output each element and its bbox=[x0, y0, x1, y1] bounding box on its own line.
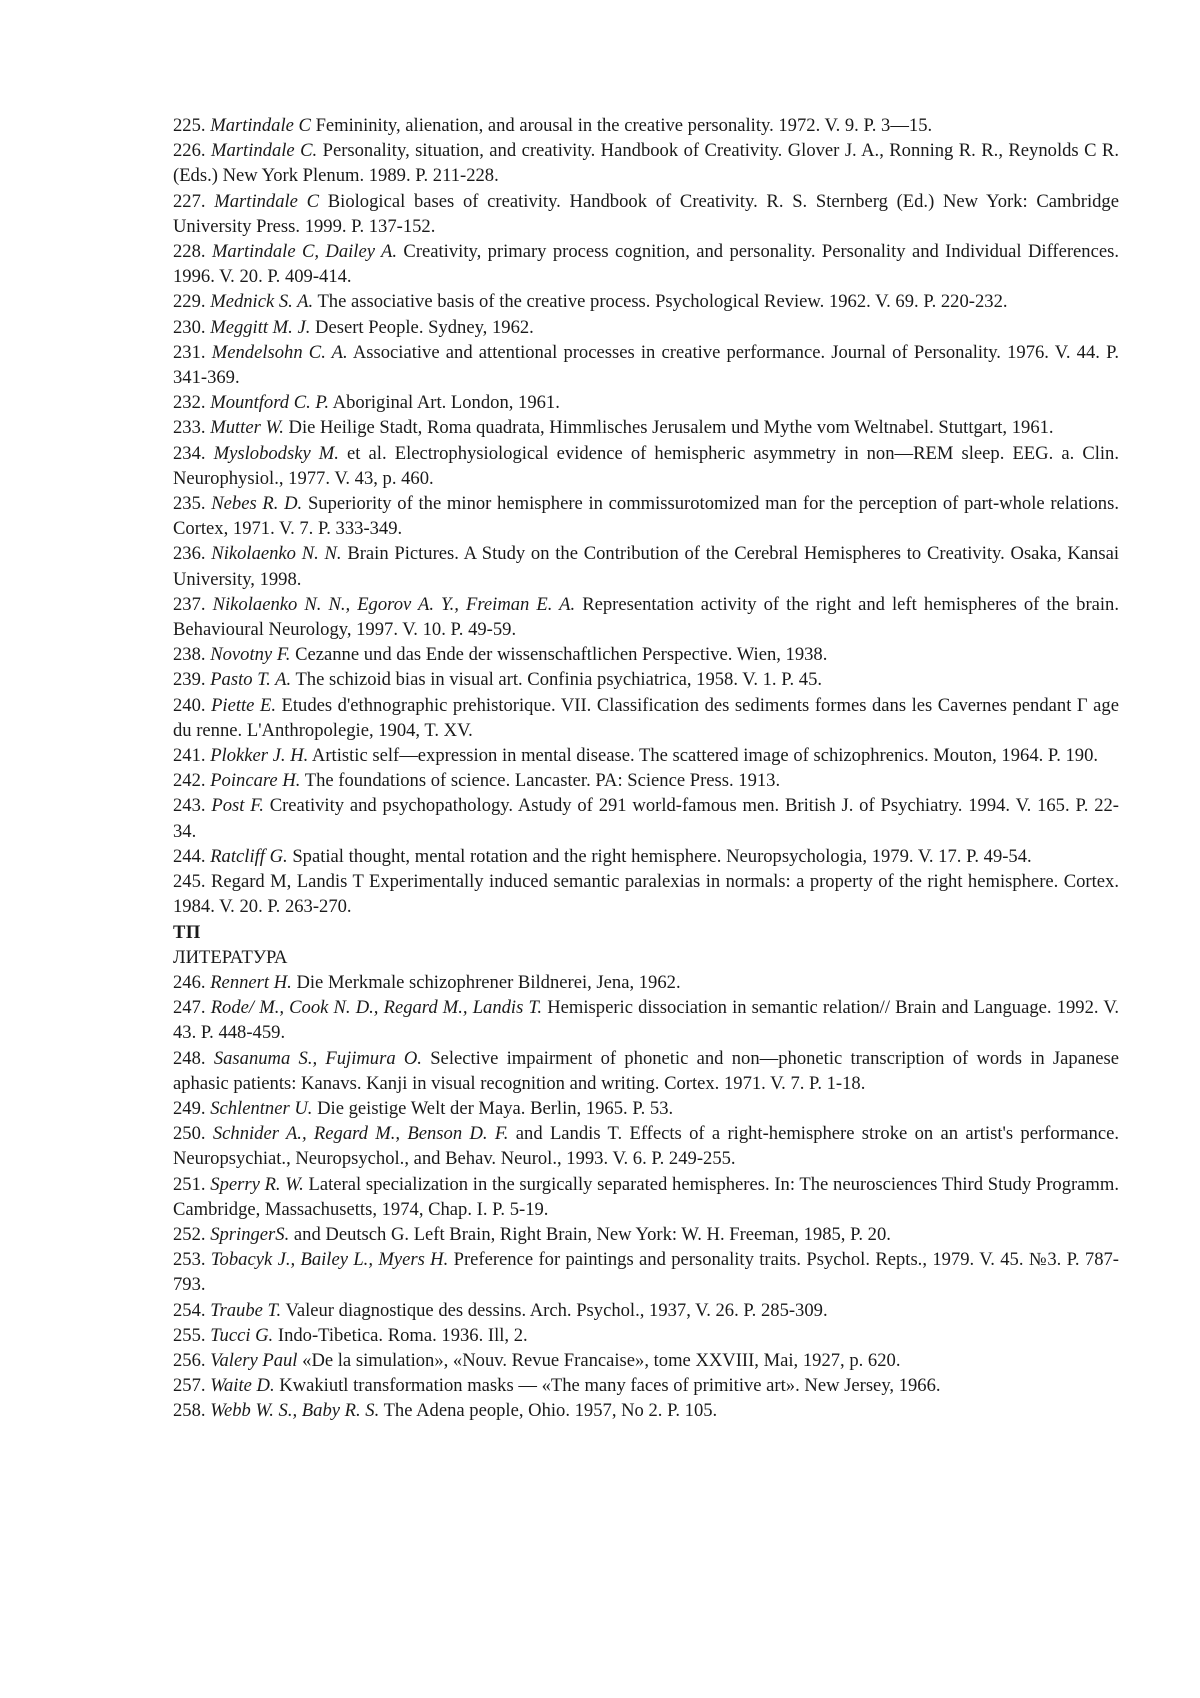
reference-text: Kwakiutl transformation masks — «The many faces of primitive art». New Jersey, 1966. bbox=[279, 1375, 941, 1397]
reference-entry bbox=[173, 1096, 1119, 1121]
reference-entry bbox=[173, 1398, 1119, 1423]
reference-entry bbox=[173, 667, 1119, 692]
reference-text: The foundations of science. Lancaster. PA: Science Press. 1913. bbox=[304, 770, 781, 792]
reference-entry bbox=[173, 138, 1119, 188]
reference-entry bbox=[173, 441, 1119, 491]
reference-authors: Post F. bbox=[211, 795, 264, 817]
reference-text: Superiority of the minor hemisphere in commissurotomized man for the perception of part-whole relations. Cortex, 1971. V. 7. P. 333-349. bbox=[173, 493, 1119, 540]
reference-authors: SpringerS. bbox=[210, 1223, 290, 1245]
reference-authors: Martindale C, Dailey A. bbox=[211, 241, 398, 263]
reference-text: Cezanne und das Ende der wissenschaftlichen Perspective. Wien, 1938. bbox=[295, 644, 828, 666]
reference-entry bbox=[173, 1323, 1119, 1348]
reference-text: Die Heilige Stadt, Roma quadrata, Himmlisches Jerusalem und Mythe vom Weltnabel. Stuttgart, 1961. bbox=[288, 417, 1054, 439]
reference-number: 236. bbox=[173, 543, 206, 565]
reference-number: 228. bbox=[173, 241, 206, 263]
reference-text: Artistic self—expression in mental disease. The scattered image of schizophrenics. Mouton, 1964. P. 190. bbox=[311, 745, 1099, 767]
reference-authors: Rennert H. bbox=[210, 971, 292, 993]
reference-authors: Traube T. bbox=[210, 1299, 282, 1321]
reference-entry bbox=[173, 340, 1119, 390]
reference-text: Aboriginal Art. London, 1961. bbox=[332, 392, 560, 414]
reference-authors: Mountford C. P. bbox=[210, 392, 330, 414]
reference-text: Personality, situation, and creativity. Handbook of Creativity. Glover J. A., Ronning R. R., Reynolds C R. (Eds.) New York Plenum. 1989. P. 211-228. bbox=[173, 140, 1119, 187]
reference-authors: Webb W. S., Baby R. S. bbox=[210, 1400, 380, 1422]
reference-authors: Tobacyk J., Bailey L., Myers H. bbox=[210, 1249, 449, 1271]
reference-number: 256. bbox=[173, 1349, 206, 1371]
reference-text: Indo-Tibetica. Roma. 1936. Ill, 2. bbox=[277, 1324, 528, 1346]
reference-number: 235. bbox=[173, 493, 206, 515]
reference-text: The schizoid bias in visual art. Confinia psychiatrica, 1958. V. 1. P. 45. bbox=[295, 669, 823, 691]
reference-text: «De la simulation», «Nouv. Revue Francaise», tome XXVIII, Mai, 1927, p. 620. bbox=[302, 1349, 901, 1371]
reference-authors: Valery Paul bbox=[210, 1349, 298, 1371]
reference-entry bbox=[173, 239, 1119, 289]
reference-entry bbox=[173, 793, 1119, 843]
reference-entry bbox=[173, 743, 1119, 768]
reference-number: 252. bbox=[173, 1223, 206, 1245]
reference-entry bbox=[173, 970, 1119, 995]
reference-entry bbox=[173, 315, 1119, 340]
reference-number: 258. bbox=[173, 1400, 206, 1422]
reference-text: Selective impairment of phonetic and non—phonetic transcription of words in Japanese aphasic patients: Kanavs. Kanji in visual recognition and writing. Cortex. 1971. V. 7. P. 1-18. bbox=[173, 1047, 1119, 1094]
reference-entry bbox=[173, 844, 1119, 869]
reference-text: Creativity and psychopathology. Astudy of 291 world-famous men. British J. of Psychiatry. 1994. V. 165. P. 22-34. bbox=[173, 795, 1119, 842]
reference-number: 250. bbox=[173, 1123, 206, 1145]
reference-authors: Tucci G. bbox=[210, 1324, 274, 1346]
reference-authors: Nikolaenko N. N. bbox=[211, 543, 342, 565]
reference-authors: Mendelsohn C. A. bbox=[211, 341, 348, 363]
reference-authors: Schnider A., Regard M., Benson D. F. bbox=[212, 1123, 509, 1145]
reference-entry bbox=[173, 1172, 1119, 1222]
reference-text: Lateral specialization in the surgically separated hemispheres. In: The neurosciences Third Study Programm. Cambridge, Massachusetts, 1974, Chap. I. P. 5-19. bbox=[173, 1173, 1120, 1220]
reference-authors: Rode/ M., Cook N. D., Regard M., Landis T. bbox=[210, 997, 543, 1019]
reference-authors: Waite D. bbox=[210, 1375, 275, 1397]
reference-entry bbox=[173, 415, 1119, 440]
reference-text: Representation activity of the right and left hemispheres of the brain. Behavioural Neurology, 1997. V. 10. P. 49-59. bbox=[173, 593, 1119, 641]
reference-authors: Meggitt M. J. bbox=[210, 316, 311, 338]
reference-authors: Martindale C. bbox=[211, 140, 318, 162]
reference-authors: Mutter W. bbox=[210, 417, 284, 439]
reference-entry bbox=[173, 113, 1119, 138]
reference-entry bbox=[173, 768, 1119, 793]
reference-number: 240. bbox=[173, 694, 206, 716]
reference-authors: Ratcliff G. bbox=[210, 845, 288, 867]
reference-entry bbox=[173, 1298, 1119, 1323]
reference-text: and Landis T. Effects of a right-hemisphere stroke on an artist's performance. Neuropsychiat., Neuropsychol., and Behav. Neurol., 1993. V. 6. P. 249-255. bbox=[173, 1123, 1120, 1170]
reference-authors: Nikolaenko N. N., Egorov A. Y., Freiman E. A. bbox=[212, 593, 576, 615]
reference-number: 234. bbox=[173, 442, 206, 464]
reference-authors: Schlentner U. bbox=[210, 1097, 313, 1119]
reference-number: 237. bbox=[173, 593, 206, 615]
reference-entry bbox=[173, 1222, 1119, 1247]
reference-authors: Martindale C bbox=[210, 115, 311, 136]
reference-text: Etudes d'ethnographic prehistorique. VII. Classification des sediments formes dans les Cavernes pendant Г age du renne. L'Anthropolegie, 1904, T. XV. bbox=[173, 694, 1119, 741]
reference-authors: Piette E. bbox=[211, 694, 276, 716]
reference-number: 246. bbox=[173, 971, 206, 993]
reference-number: 249. bbox=[173, 1097, 206, 1119]
reference-list-before bbox=[173, 113, 1119, 920]
bibliography-page bbox=[173, 113, 1119, 1424]
reference-number: 251. bbox=[173, 1173, 206, 1195]
reference-number: 257. bbox=[173, 1375, 206, 1397]
reference-entry bbox=[173, 1247, 1119, 1297]
reference-entry bbox=[173, 491, 1119, 541]
reference-text: Brain Pictures. A Study on the Contribution of the Cerebral Hemispheres to Creativity. Osaka, Kansai University, 1998. bbox=[173, 543, 1120, 590]
reference-text: Creativity, primary process cognition, and personality. Personality and Individual Differences. 1996. V. 20. P. 409-414. bbox=[173, 241, 1119, 288]
reference-entry bbox=[173, 390, 1119, 415]
reference-number: 242. bbox=[173, 770, 206, 792]
reference-text: Valeur diagnostique des dessins. Arch. Psychol., 1937, V. 26. P. 285-309. bbox=[285, 1299, 828, 1321]
reference-text: Desert People. Sydney, 1962. bbox=[315, 316, 534, 338]
reference-number: 254. bbox=[173, 1299, 206, 1321]
reference-text: et al. Electrophysiological evidence of hemispheric asymmetry in non—REM sleep. EEG. a. Clin. Neurophysiol., 1977. V. 43, p. 460. bbox=[173, 442, 1119, 489]
reference-number: 230. bbox=[173, 316, 206, 338]
reference-text: The associative basis of the creative process. Psychological Review. 1962. V. 69. P. 220-232. bbox=[317, 291, 1008, 313]
reference-text: The Adena people, Ohio. 1957, No 2. P. 105. bbox=[383, 1400, 718, 1422]
reference-text: Regard M, Landis T Experimentally induced semantic paralexias in normals: a property of the right hemisphere. Cortex. 1984. V. 20. P. 263-270. bbox=[173, 871, 1119, 918]
reference-number: 253. bbox=[173, 1249, 206, 1271]
reference-authors: Plokker J. H. bbox=[210, 745, 309, 767]
reference-number: 233. bbox=[173, 417, 206, 439]
reference-entry bbox=[173, 995, 1119, 1045]
reference-entry bbox=[173, 1348, 1119, 1373]
reference-text: Hemisperic dissociation in semantic relation// Brain and Language. 1992. V. 43. P. 448-459. bbox=[173, 997, 1120, 1044]
reference-entry bbox=[173, 869, 1119, 919]
reference-number: 255. bbox=[173, 1324, 206, 1346]
reference-number: 226. bbox=[173, 140, 206, 162]
reference-number: 239. bbox=[173, 669, 206, 691]
reference-entry bbox=[173, 1046, 1119, 1096]
reference-number: 247. bbox=[173, 997, 206, 1019]
reference-text: Associative and attentional processes in creative performance. Journal of Personality. 1976. V. 44. P. 341-369. bbox=[173, 341, 1119, 389]
reference-entry bbox=[173, 1373, 1119, 1398]
reference-authors: Myslobodsky M. bbox=[213, 442, 339, 464]
reference-number: 241. bbox=[173, 745, 206, 767]
reference-authors: Martindale C bbox=[214, 190, 320, 212]
reference-authors: Sperry R. W. bbox=[210, 1173, 304, 1195]
reference-text: Biological bases of creativity. Handbook of Creativity. R. S. Sternberg (Ed.) New York: Cambridge University Press. 1999. P. 137-152. bbox=[173, 190, 1119, 237]
reference-authors: Novotny F. bbox=[210, 644, 291, 666]
reference-number: 238. bbox=[173, 644, 206, 666]
reference-authors: Nebes R. D. bbox=[211, 493, 303, 515]
reference-number: 227. bbox=[173, 190, 206, 212]
reference-entry bbox=[173, 1121, 1119, 1171]
reference-authors: Sasanuma S., Fujimura O. bbox=[213, 1047, 422, 1069]
reference-authors: Mednick S. A. bbox=[210, 291, 314, 313]
reference-number: 229. bbox=[173, 291, 206, 313]
reference-entry bbox=[173, 592, 1119, 642]
reference-text: Femininity, alienation, and arousal in the creative personality. 1972. V. 9. P. 3—15. bbox=[315, 115, 933, 136]
reference-entry bbox=[173, 541, 1119, 591]
section-title: ЛИТЕРАТУРА bbox=[173, 946, 288, 968]
reference-number: 232. bbox=[173, 392, 206, 414]
reference-number: 225. bbox=[173, 115, 206, 136]
reference-text: Spatial thought, mental rotation and the right hemisphere. Neuropsychologia, 1979. V. 17. P. 49-54. bbox=[292, 845, 1032, 867]
reference-text: Preference for paintings and personality traits. Psychol. Repts., 1979. V. 45. №3. P. 787-793. bbox=[173, 1249, 1120, 1296]
reference-number: 245. bbox=[173, 871, 206, 893]
section-marker: ТП bbox=[173, 921, 201, 943]
reference-entry bbox=[173, 189, 1119, 239]
reference-text: and Deutsch G. Left Brain, Right Brain, New York: W. H. Freeman, 1985, P. 20. bbox=[293, 1223, 891, 1245]
reference-number: 243. bbox=[173, 795, 206, 817]
reference-number: 231. bbox=[173, 341, 206, 363]
reference-number: 248. bbox=[173, 1047, 206, 1069]
reference-number: 244. bbox=[173, 845, 206, 867]
reference-text: Die Merkmale schizophrener Bildnerei, Jena, 1962. bbox=[296, 971, 681, 993]
reference-authors: Pasto T. A. bbox=[210, 669, 292, 691]
reference-entry bbox=[173, 642, 1119, 667]
reference-text: Die geistige Welt der Maya. Berlin, 1965. P. 53. bbox=[317, 1097, 674, 1119]
reference-entry bbox=[173, 289, 1119, 314]
reference-list-after bbox=[173, 970, 1119, 1424]
reference-entry bbox=[173, 693, 1119, 743]
reference-authors: Poincare H. bbox=[210, 770, 301, 792]
